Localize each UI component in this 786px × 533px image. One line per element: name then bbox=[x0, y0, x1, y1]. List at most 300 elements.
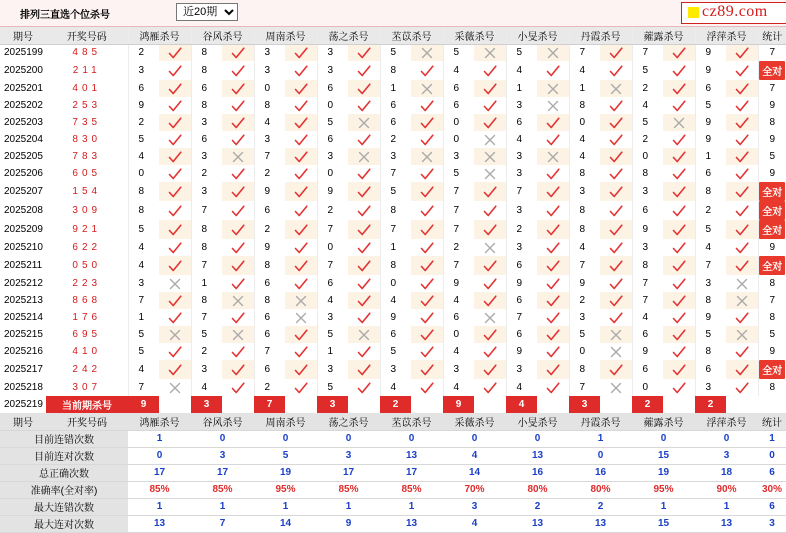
kill-number: 6 bbox=[695, 80, 726, 97]
kill-number: 8 bbox=[695, 182, 726, 201]
stats-total: 6 bbox=[758, 464, 786, 481]
check-icon bbox=[600, 114, 632, 131]
row-stat bbox=[758, 201, 786, 220]
stats-value: 80% bbox=[506, 481, 569, 498]
check-icon bbox=[726, 131, 758, 148]
stats-value: 4 bbox=[443, 515, 506, 532]
kill-number: 6 bbox=[254, 309, 285, 326]
row-draw: 154 bbox=[72, 186, 102, 197]
check-icon bbox=[285, 97, 317, 114]
check-icon bbox=[474, 114, 506, 131]
row-draw: 309 bbox=[72, 205, 102, 216]
check-icon bbox=[600, 239, 632, 256]
kill-number: 4 bbox=[632, 97, 663, 114]
check-icon bbox=[726, 220, 758, 239]
row-draw: 622 bbox=[72, 242, 102, 253]
kill-number: 9 bbox=[632, 220, 663, 239]
check-icon bbox=[222, 201, 254, 220]
stats-value: 85% bbox=[317, 481, 380, 498]
row-draw: 050 bbox=[72, 260, 102, 271]
stats-value: 1 bbox=[632, 498, 695, 515]
cross-icon bbox=[222, 326, 254, 343]
check-icon bbox=[222, 131, 254, 148]
check-icon bbox=[663, 256, 695, 275]
check-icon bbox=[537, 61, 569, 80]
table-row bbox=[0, 165, 786, 182]
row-stat bbox=[758, 275, 786, 292]
kill-number: 4 bbox=[443, 379, 474, 396]
correct-count: 7 bbox=[769, 295, 776, 306]
kill-number: 4 bbox=[443, 343, 474, 360]
check-icon bbox=[726, 256, 758, 275]
cross-icon bbox=[474, 309, 506, 326]
stats-header-expert: 周南杀号 bbox=[254, 413, 317, 430]
kill-number: 4 bbox=[506, 131, 537, 148]
all-correct-badge: 全对 bbox=[759, 182, 785, 201]
table-row bbox=[0, 131, 786, 148]
brand-logo[interactable] bbox=[681, 2, 786, 24]
row-issue: 2025200 bbox=[4, 65, 43, 76]
row-stat bbox=[758, 61, 786, 80]
kill-number: 7 bbox=[443, 256, 474, 275]
stats-value: 1 bbox=[254, 498, 317, 515]
stats-header-expert: 荡之杀号 bbox=[317, 413, 380, 430]
check-icon bbox=[600, 220, 632, 239]
check-icon bbox=[348, 131, 380, 148]
check-icon bbox=[348, 97, 380, 114]
kill-number: 7 bbox=[380, 220, 411, 239]
kill-number: 4 bbox=[506, 379, 537, 396]
row-issue: 2025215 bbox=[4, 329, 43, 340]
stats-value: 2 bbox=[569, 498, 632, 515]
table-row bbox=[0, 326, 786, 343]
check-icon bbox=[663, 182, 695, 201]
current-blank bbox=[537, 396, 569, 413]
current-blank bbox=[411, 396, 443, 413]
correct-count: 9 bbox=[769, 134, 776, 145]
current-kill-number: 3 bbox=[317, 396, 348, 413]
correct-count: 8 bbox=[769, 117, 776, 128]
stats-value: 0 bbox=[191, 430, 254, 447]
stats-total: 0 bbox=[758, 447, 786, 464]
kill-number: 0 bbox=[317, 165, 348, 182]
kill-number: 6 bbox=[317, 80, 348, 97]
row-stat bbox=[758, 256, 786, 275]
kill-number: 5 bbox=[317, 114, 348, 131]
kill-number: 0 bbox=[569, 343, 600, 360]
kill-number-table bbox=[0, 27, 786, 413]
kill-number: 3 bbox=[443, 148, 474, 165]
table-row bbox=[0, 182, 786, 201]
check-icon bbox=[537, 131, 569, 148]
kill-number: 3 bbox=[506, 97, 537, 114]
stats-value: 0 bbox=[695, 430, 758, 447]
stats-value: 13 bbox=[128, 515, 191, 532]
check-icon bbox=[663, 326, 695, 343]
check-icon bbox=[726, 114, 758, 131]
kill-number: 6 bbox=[317, 275, 348, 292]
stats-value: 14 bbox=[254, 515, 317, 532]
check-icon bbox=[411, 239, 443, 256]
check-icon bbox=[537, 256, 569, 275]
all-correct-badge: 全对 bbox=[759, 61, 785, 80]
kill-number: 8 bbox=[128, 201, 159, 220]
kill-number: 3 bbox=[632, 182, 663, 201]
check-icon bbox=[474, 182, 506, 201]
kill-number: 2 bbox=[317, 201, 348, 220]
check-icon bbox=[159, 44, 191, 61]
stats-value: 0 bbox=[380, 430, 443, 447]
check-icon bbox=[474, 292, 506, 309]
check-icon bbox=[285, 148, 317, 165]
kill-number: 6 bbox=[317, 131, 348, 148]
kill-number: 6 bbox=[380, 114, 411, 131]
check-icon bbox=[222, 165, 254, 182]
row-draw: 223 bbox=[72, 278, 102, 289]
kill-number: 6 bbox=[632, 326, 663, 343]
check-icon bbox=[222, 379, 254, 396]
check-icon bbox=[726, 343, 758, 360]
row-stat bbox=[758, 343, 786, 360]
kill-number: 0 bbox=[128, 165, 159, 182]
row-stat bbox=[758, 239, 786, 256]
check-icon bbox=[222, 114, 254, 131]
check-icon bbox=[348, 343, 380, 360]
cross-icon bbox=[600, 326, 632, 343]
correct-count: 9 bbox=[769, 346, 776, 357]
header-stat: 统计 bbox=[758, 27, 786, 44]
check-icon bbox=[600, 131, 632, 148]
check-icon bbox=[663, 148, 695, 165]
check-icon bbox=[726, 182, 758, 201]
table-row bbox=[0, 80, 786, 97]
stats-value: 3 bbox=[443, 498, 506, 515]
kill-number: 0 bbox=[317, 239, 348, 256]
kill-number: 3 bbox=[317, 309, 348, 326]
stats-value: 19 bbox=[632, 464, 695, 481]
kill-number: 5 bbox=[695, 97, 726, 114]
check-icon bbox=[348, 220, 380, 239]
table-row bbox=[0, 275, 786, 292]
kill-number: 3 bbox=[254, 61, 285, 80]
row-stat bbox=[758, 131, 786, 148]
kill-number: 8 bbox=[695, 343, 726, 360]
table-row bbox=[0, 239, 786, 256]
stats-value: 13 bbox=[380, 515, 443, 532]
check-icon bbox=[537, 309, 569, 326]
kill-number: 9 bbox=[569, 275, 600, 292]
check-icon bbox=[222, 61, 254, 80]
cross-icon bbox=[474, 165, 506, 182]
kill-number: 7 bbox=[317, 256, 348, 275]
correct-count: 8 bbox=[769, 382, 776, 393]
row-draw: 401 bbox=[72, 83, 102, 94]
header-expert: 周南杀号 bbox=[254, 27, 317, 44]
kill-number: 3 bbox=[317, 44, 348, 61]
kill-number: 6 bbox=[506, 292, 537, 309]
check-icon bbox=[411, 256, 443, 275]
check-icon bbox=[474, 80, 506, 97]
check-icon bbox=[159, 220, 191, 239]
kill-number: 2 bbox=[254, 220, 285, 239]
kill-number: 7 bbox=[443, 182, 474, 201]
check-icon bbox=[663, 61, 695, 80]
stats-value: 3 bbox=[695, 447, 758, 464]
check-icon bbox=[474, 343, 506, 360]
correct-count: 7 bbox=[769, 83, 776, 94]
check-icon bbox=[222, 275, 254, 292]
cross-icon bbox=[348, 148, 380, 165]
check-icon bbox=[663, 343, 695, 360]
cross-icon bbox=[474, 148, 506, 165]
kill-number: 7 bbox=[191, 309, 222, 326]
row-issue: 2025205 bbox=[4, 151, 43, 162]
current-blank bbox=[222, 396, 254, 413]
kill-number: 8 bbox=[254, 256, 285, 275]
kill-number: 2 bbox=[128, 44, 159, 61]
row-issue: 2025209 bbox=[4, 224, 43, 235]
stats-value: 95% bbox=[254, 481, 317, 498]
kill-number: 8 bbox=[191, 239, 222, 256]
current-label: 当前期杀号 bbox=[46, 396, 128, 413]
cross-icon bbox=[411, 148, 443, 165]
current-kill-number: 7 bbox=[254, 396, 285, 413]
correct-count: 8 bbox=[769, 312, 776, 323]
check-icon bbox=[663, 275, 695, 292]
kill-number: 1 bbox=[191, 275, 222, 292]
check-icon bbox=[285, 275, 317, 292]
kill-number: 5 bbox=[695, 326, 726, 343]
row-stat bbox=[758, 148, 786, 165]
kill-number: 7 bbox=[317, 220, 348, 239]
check-icon bbox=[159, 239, 191, 256]
check-icon bbox=[663, 309, 695, 326]
check-icon bbox=[537, 182, 569, 201]
kill-number: 3 bbox=[128, 275, 159, 292]
stats-value: 95% bbox=[632, 481, 695, 498]
kill-number: 2 bbox=[191, 343, 222, 360]
kill-number: 4 bbox=[191, 379, 222, 396]
cross-icon bbox=[285, 292, 317, 309]
kill-number: 9 bbox=[695, 61, 726, 80]
stats-value: 85% bbox=[128, 481, 191, 498]
stats-header-issue: 期号 bbox=[13, 417, 33, 429]
check-icon bbox=[537, 275, 569, 292]
stats-label: 最大连对次数 bbox=[0, 515, 128, 532]
check-icon bbox=[159, 292, 191, 309]
check-icon bbox=[600, 309, 632, 326]
header-expert: 荡之杀号 bbox=[317, 27, 380, 44]
stats-value: 70% bbox=[443, 481, 506, 498]
stats-header-row bbox=[0, 413, 786, 430]
check-icon bbox=[285, 165, 317, 182]
check-icon bbox=[159, 165, 191, 182]
kill-number: 7 bbox=[443, 201, 474, 220]
check-icon bbox=[411, 97, 443, 114]
check-icon bbox=[537, 360, 569, 379]
check-icon bbox=[348, 239, 380, 256]
cross-icon bbox=[663, 114, 695, 131]
check-icon bbox=[537, 165, 569, 182]
table-row bbox=[0, 201, 786, 220]
check-icon bbox=[348, 165, 380, 182]
row-issue: 2025214 bbox=[4, 312, 43, 323]
kill-number: 3 bbox=[191, 360, 222, 379]
kill-number: 5 bbox=[695, 220, 726, 239]
kill-number: 6 bbox=[128, 80, 159, 97]
check-icon bbox=[663, 201, 695, 220]
stats-header-expert: 小旻杀号 bbox=[506, 413, 569, 430]
kill-number: 7 bbox=[128, 379, 159, 396]
row-issue: 2025212 bbox=[4, 278, 43, 289]
cross-icon bbox=[411, 44, 443, 61]
current-blank bbox=[726, 396, 758, 413]
all-correct-badge: 全对 bbox=[759, 256, 785, 275]
stats-label: 目前连错次数 bbox=[0, 430, 128, 447]
stats-total: 1 bbox=[758, 430, 786, 447]
stats-label: 目前连对次数 bbox=[0, 447, 128, 464]
cross-icon bbox=[726, 292, 758, 309]
stats-value: 13 bbox=[695, 515, 758, 532]
stats-value: 17 bbox=[380, 464, 443, 481]
kill-number: 5 bbox=[128, 131, 159, 148]
kill-number: 5 bbox=[380, 44, 411, 61]
kill-number: 1 bbox=[569, 80, 600, 97]
kill-number: 9 bbox=[632, 343, 663, 360]
row-draw: 735 bbox=[72, 117, 102, 128]
row-draw: 307 bbox=[72, 382, 102, 393]
row-issue: 2025203 bbox=[4, 117, 43, 128]
check-icon bbox=[537, 239, 569, 256]
kill-number: 3 bbox=[254, 131, 285, 148]
current-issue: 2025219 bbox=[4, 399, 43, 410]
check-icon bbox=[600, 256, 632, 275]
stats-label: 总正确次数 bbox=[0, 464, 128, 481]
top-bar bbox=[0, 0, 786, 27]
cross-icon bbox=[600, 80, 632, 97]
row-stat bbox=[758, 292, 786, 309]
kill-number: 3 bbox=[443, 360, 474, 379]
correct-count: 9 bbox=[769, 100, 776, 111]
check-icon bbox=[411, 360, 443, 379]
kill-number: 4 bbox=[128, 256, 159, 275]
kill-number: 9 bbox=[506, 275, 537, 292]
kill-number: 1 bbox=[317, 343, 348, 360]
kill-number: 4 bbox=[443, 61, 474, 80]
page-title: 排列三直选个位杀号 bbox=[20, 10, 110, 21]
row-draw: 830 bbox=[72, 134, 102, 145]
stats-value: 85% bbox=[191, 481, 254, 498]
table-row bbox=[0, 292, 786, 309]
cross-icon bbox=[726, 275, 758, 292]
row-stat bbox=[758, 182, 786, 201]
current-kill-number: 3 bbox=[191, 396, 222, 413]
kill-number: 2 bbox=[506, 220, 537, 239]
kill-number: 8 bbox=[191, 97, 222, 114]
table-row bbox=[0, 61, 786, 80]
check-icon bbox=[411, 220, 443, 239]
period-select[interactable] bbox=[176, 3, 238, 21]
kill-number: 8 bbox=[191, 44, 222, 61]
table-header-row bbox=[0, 27, 786, 44]
check-icon bbox=[663, 131, 695, 148]
stats-value: 5 bbox=[254, 447, 317, 464]
check-icon bbox=[348, 256, 380, 275]
stats-value: 0 bbox=[254, 430, 317, 447]
row-stat bbox=[758, 309, 786, 326]
check-icon bbox=[285, 343, 317, 360]
kill-number: 1 bbox=[695, 148, 726, 165]
kill-number: 3 bbox=[191, 182, 222, 201]
table-row bbox=[0, 360, 786, 379]
row-issue: 2025216 bbox=[4, 346, 43, 357]
check-icon bbox=[663, 97, 695, 114]
check-icon bbox=[285, 326, 317, 343]
cross-icon bbox=[726, 326, 758, 343]
stats-value: 90% bbox=[695, 481, 758, 498]
kill-number: 7 bbox=[380, 165, 411, 182]
header-expert: 小旻杀号 bbox=[506, 27, 569, 44]
kill-number: 5 bbox=[380, 343, 411, 360]
kill-number: 4 bbox=[506, 61, 537, 80]
row-draw: 410 bbox=[72, 346, 102, 357]
check-icon bbox=[159, 61, 191, 80]
check-icon bbox=[411, 182, 443, 201]
check-icon bbox=[600, 201, 632, 220]
check-icon bbox=[537, 343, 569, 360]
check-icon bbox=[348, 360, 380, 379]
kill-number: 5 bbox=[632, 61, 663, 80]
kill-number: 1 bbox=[128, 309, 159, 326]
kill-number: 6 bbox=[695, 360, 726, 379]
stats-header-stat: 统计 bbox=[758, 413, 786, 430]
check-icon bbox=[474, 61, 506, 80]
check-icon bbox=[285, 201, 317, 220]
check-icon bbox=[222, 97, 254, 114]
kill-number: 5 bbox=[443, 165, 474, 182]
check-icon bbox=[222, 256, 254, 275]
table-row bbox=[0, 114, 786, 131]
row-stat bbox=[758, 44, 786, 61]
check-icon bbox=[600, 182, 632, 201]
kill-number: 5 bbox=[128, 326, 159, 343]
table-row bbox=[0, 220, 786, 239]
stats-value: 13 bbox=[569, 515, 632, 532]
kill-number: 8 bbox=[191, 61, 222, 80]
kill-number: 9 bbox=[380, 309, 411, 326]
cross-icon bbox=[348, 326, 380, 343]
kill-number: 1 bbox=[506, 80, 537, 97]
check-icon bbox=[222, 239, 254, 256]
kill-number: 8 bbox=[191, 220, 222, 239]
stats-value: 0 bbox=[569, 447, 632, 464]
row-draw: 211 bbox=[72, 65, 101, 76]
kill-number: 3 bbox=[506, 148, 537, 165]
row-issue: 2025217 bbox=[4, 364, 43, 375]
check-icon bbox=[474, 97, 506, 114]
check-icon bbox=[726, 165, 758, 182]
correct-count: 5 bbox=[769, 329, 776, 340]
kill-number: 7 bbox=[254, 148, 285, 165]
kill-number: 8 bbox=[569, 201, 600, 220]
kill-number: 2 bbox=[191, 165, 222, 182]
check-icon bbox=[537, 292, 569, 309]
row-draw: 783 bbox=[72, 151, 102, 162]
current-kill-number: 2 bbox=[380, 396, 411, 413]
check-icon bbox=[411, 165, 443, 182]
correct-count: 8 bbox=[769, 278, 776, 289]
check-icon bbox=[474, 275, 506, 292]
